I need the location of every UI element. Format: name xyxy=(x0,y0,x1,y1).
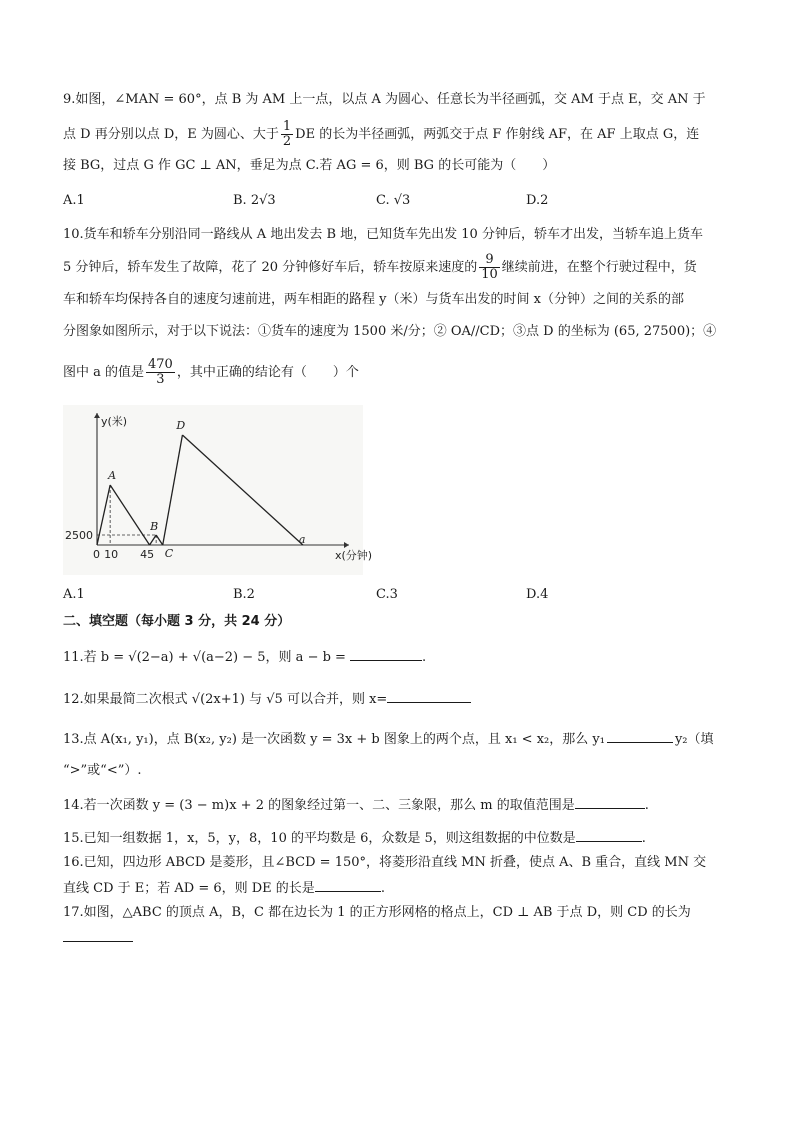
q10-fraction xyxy=(479,253,500,282)
point-label-B: B xyxy=(150,520,159,533)
section-2-heading: 二、填空题（每小题 3 分，共 24 分） xyxy=(63,614,291,629)
q13-line-1 xyxy=(63,728,714,750)
q10-frac2-den: 3 xyxy=(156,372,165,387)
q9-option-d: D.2 xyxy=(526,193,549,208)
q9-option-a: A.1 xyxy=(63,193,85,208)
y-tick-2500: 2500 xyxy=(65,529,93,542)
q11-text: 11.若 b = √(2−a) + √(a−2) − 5，则 a − b = xyxy=(63,650,346,665)
q12 xyxy=(63,688,471,710)
q16-line-1: 16.已知，四边形 ABCD 是菱形，且∠BCD = 150°，将菱形沿直线 MN 折叠，使点 A、B 重合，直线 MN 交 xyxy=(63,855,707,870)
point-label-C: C xyxy=(164,547,174,560)
q16-period: . xyxy=(380,881,385,896)
q9-line-3: 接 BG，过点 G 作 GC ⊥ AN，垂足为点 C.若 AG = 6，则 BG 的长可能为（ ） xyxy=(63,158,556,173)
q17-line-1: 17.如图，△ABC 的顶点 A，B，C 都在边长为 1 的正方形网格的格点上，CD ⊥ AB 于点 D，则 CD 的长为 xyxy=(63,905,691,920)
q13-text-b: y₂（填 xyxy=(674,732,714,747)
q10-frac-num: 9 xyxy=(479,253,500,268)
q10-line-4: 分图象如图所示，对于以下说法：①货车的速度为 1500 米/分；② OA//CD；③点 D 的坐标为 (65, 27500)；④ xyxy=(63,324,717,339)
q11-period: . xyxy=(421,650,427,665)
distance-time-chart xyxy=(63,405,373,575)
q9-line-1: 9.如图，∠MAN = 60°，点 B 为 AM 上一点，以点 A 为圆心、任意长为半径画弧，交 AM 于点 E，交 AN 于 xyxy=(63,92,706,107)
q10-option-a: A.1 xyxy=(63,587,85,602)
q9-frac-num: 1 xyxy=(282,119,292,134)
point-label-D: D xyxy=(176,419,186,432)
q10-frac2-num: 470 xyxy=(148,357,173,372)
x-tick-10: 10 xyxy=(104,548,119,561)
q17-blank xyxy=(63,927,133,942)
y-axis-label: y(米) xyxy=(101,415,128,428)
q10-option-b: B.2 xyxy=(233,587,255,602)
q10-line-5a: 图中 a 的值是 xyxy=(63,365,145,380)
q9-fraction xyxy=(281,120,293,149)
q11 xyxy=(63,646,426,668)
q16-text: 直线 CD 于 E；若 AD = 6，则 DE 的长是 xyxy=(63,881,315,896)
q10-option-d: D.4 xyxy=(526,587,549,602)
q11-blank xyxy=(350,646,422,661)
q14 xyxy=(63,794,649,816)
q9-line-2b: DE 的长为半径画弧，两弧交于点 F 作射线 AF，在 AF 上取点 G，连 xyxy=(295,127,700,142)
q9-frac-den: 2 xyxy=(282,134,292,149)
point-label-A: A xyxy=(108,469,117,482)
q10-line-2 xyxy=(63,253,697,282)
q15-period: . xyxy=(641,831,646,846)
q10-line-5 xyxy=(63,358,359,387)
q15-blank xyxy=(576,827,642,842)
q10-line-2b: 继续前进，在整个行驶过程中，货 xyxy=(501,260,697,275)
q13-text-a: 13.点 A(x₁, y₁)，点 B(x₂, y₂) 是一次函数 y = 3x + b 图象上的两个点，且 x₁ < x₂，那么 y₁ xyxy=(63,732,605,747)
q9-line-2a: 点 D 再分别以点 D，E 为圆心、大于 xyxy=(63,127,279,142)
q16-line-2 xyxy=(63,877,385,899)
q9-option-b: B. 2√3 xyxy=(233,193,276,208)
q10-frac-den: 10 xyxy=(481,267,498,282)
q9-option-c: C. √3 xyxy=(376,193,411,208)
q14-period: . xyxy=(644,798,649,813)
q17-line-2 xyxy=(63,927,133,949)
q15 xyxy=(63,827,646,849)
q13-blank xyxy=(607,728,673,743)
q16-blank xyxy=(315,877,381,892)
q13-line-2: “>”或“<”）. xyxy=(63,763,142,778)
q14-blank xyxy=(575,794,645,809)
q10-line-3: 车和轿车均保持各自的速度匀速前进，两车相距的路程 y（米）与货车出发的时间 x（分钟）之间的关系的部 xyxy=(63,292,684,307)
q10-option-c: C.3 xyxy=(376,587,398,602)
x-tick-45: 45 xyxy=(140,548,155,561)
q9-line-2 xyxy=(63,120,699,149)
x-axis-label: x(分钟) xyxy=(335,549,373,562)
q10-fraction-2 xyxy=(146,358,175,387)
x-tick-0: 0 xyxy=(93,548,100,561)
x-tick-a: a xyxy=(298,533,306,546)
q12-blank xyxy=(387,688,471,703)
q15-text: 15.已知一组数据 1，x，5，y，8，10 的平均数是 6，众数是 5，则这组数据的中位数是 xyxy=(63,831,576,846)
q10-line-5b: ，其中正确的结论有（ ）个 xyxy=(176,365,359,380)
q12-text: 12.如果最简二次根式 √(2x+1) 与 √5 可以合并，则 x= xyxy=(63,692,388,707)
q14-text: 14.若一次函数 y = (3 − m)x + 2 的图象经过第一、二、三象限，那么 m 的取值范围是 xyxy=(63,798,575,813)
q10-line-1: 10.货车和轿车分别沿同一路线从 A 地出发去 B 地，已知货车先出发 10 分钟后，轿车才出发，当轿车追上货车 xyxy=(63,227,703,242)
q10-line-2a: 5 分钟后，轿车发生了故障，花了 20 分钟修好车后，轿车按原来速度的 xyxy=(63,260,478,275)
